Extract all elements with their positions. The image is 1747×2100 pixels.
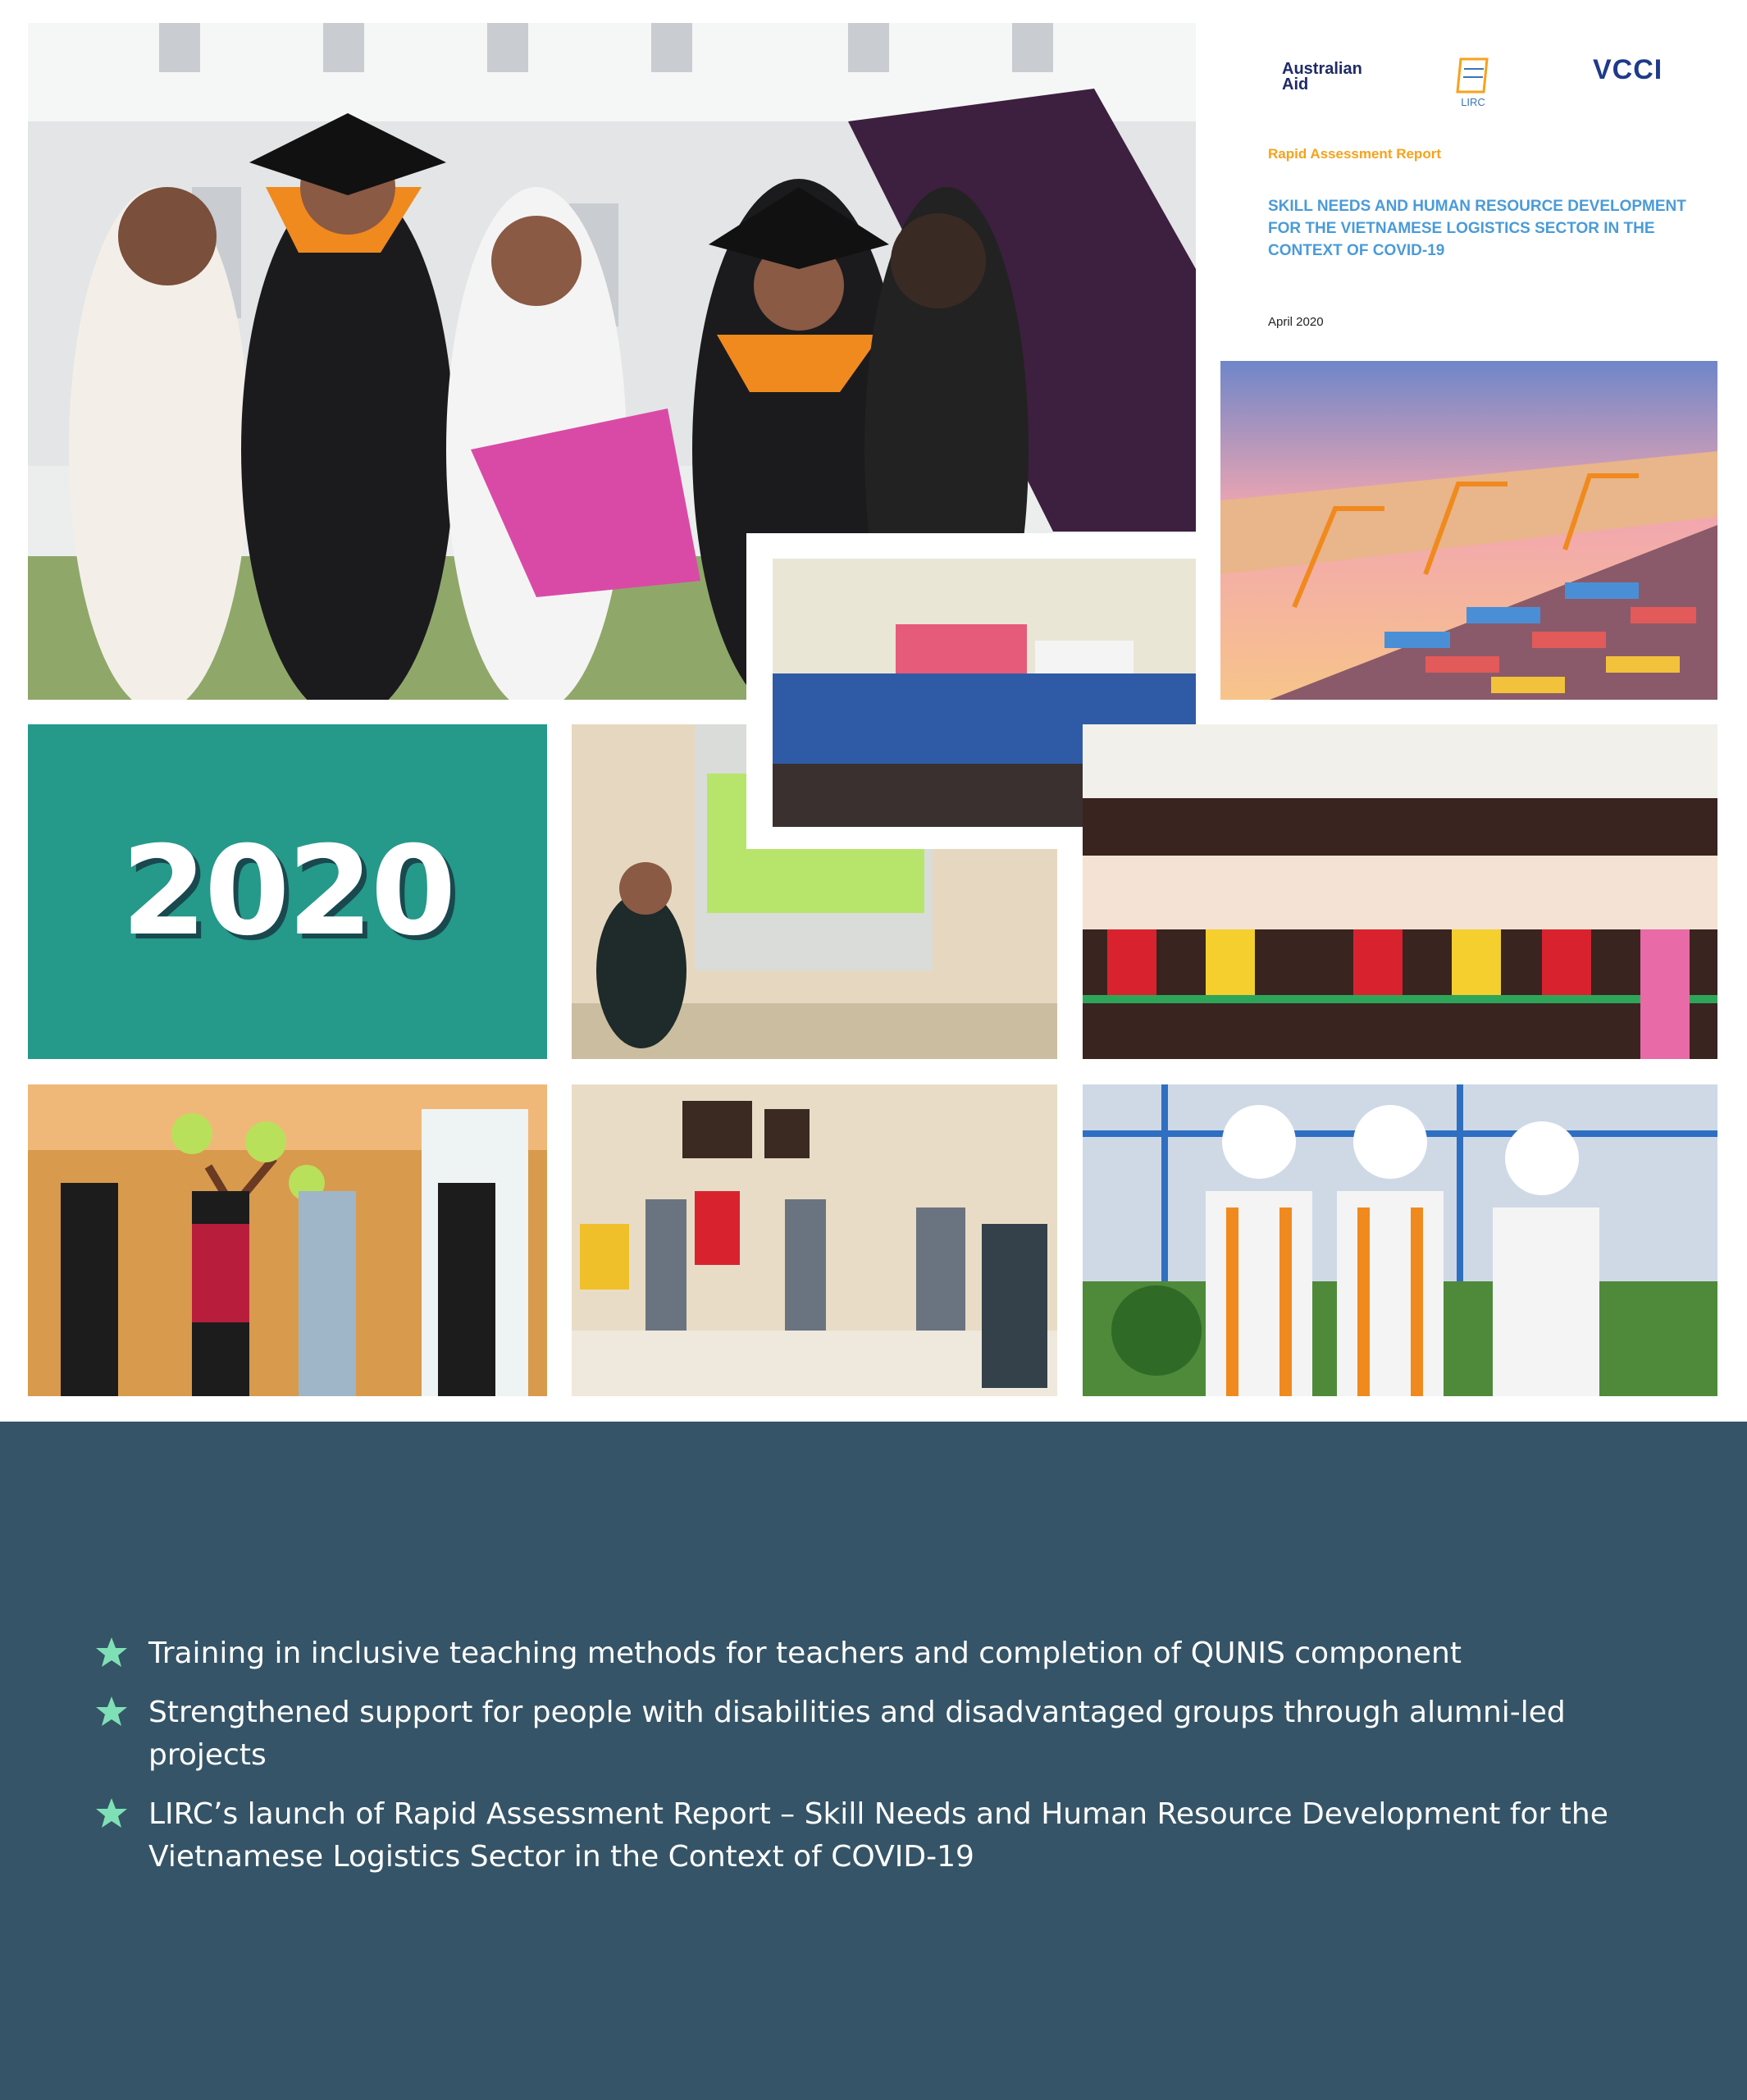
australian-aid-logo <box>1282 62 1362 93</box>
report-kicker: Rapid Assessment Report <box>1268 146 1441 162</box>
highlight-item <box>94 1632 1669 1675</box>
vcci-logo: VCCI <box>1593 54 1663 85</box>
highlight-text: Strengthened support for people with disabilities and disadvantaged groups through alumni-led projects <box>148 1696 1566 1772</box>
report-date: April 2020 <box>1268 315 1324 329</box>
highlight-item <box>94 1793 1669 1879</box>
star-icon <box>94 1635 129 1669</box>
tree-wall-photo <box>28 1084 547 1396</box>
highlights-panel <box>0 1422 1747 2100</box>
star-icon <box>94 1694 129 1728</box>
lirc-logo <box>1453 56 1494 110</box>
australian-aid-logo-line1: Australian <box>1282 60 1362 78</box>
highlight-text: LIRC’s launch of Rapid Assessment Report – Skill Needs and Human Resource Development for the Vietnamese Logistics Sector in the Context of COVID-19 <box>148 1797 1608 1874</box>
port-photo <box>1220 361 1717 700</box>
highlight-item <box>94 1691 1669 1777</box>
highlight-text: Training in inclusive teaching methods for teachers and completion of QUNIS component <box>148 1637 1462 1670</box>
star-icon <box>94 1796 129 1830</box>
port-workers-photo <box>1083 1084 1717 1396</box>
year-label: 2020 <box>121 820 454 963</box>
students-photo <box>1083 724 1717 1059</box>
year-tile <box>28 724 547 1059</box>
highlights-list <box>94 1632 1669 1895</box>
seated-group-photo <box>572 1084 1057 1396</box>
report-cover <box>1220 23 1717 351</box>
lirc-logo-text: LIRC <box>1461 96 1485 108</box>
report-title: SKILL NEEDS AND HUMAN RESOURCE DEVELOPMENT FOR THE VIETNAMESE LOGISTICS SECTOR IN THE CONTEXT OF COVID-19 <box>1268 198 1686 259</box>
australian-aid-logo-line2: Aid <box>1282 75 1309 94</box>
